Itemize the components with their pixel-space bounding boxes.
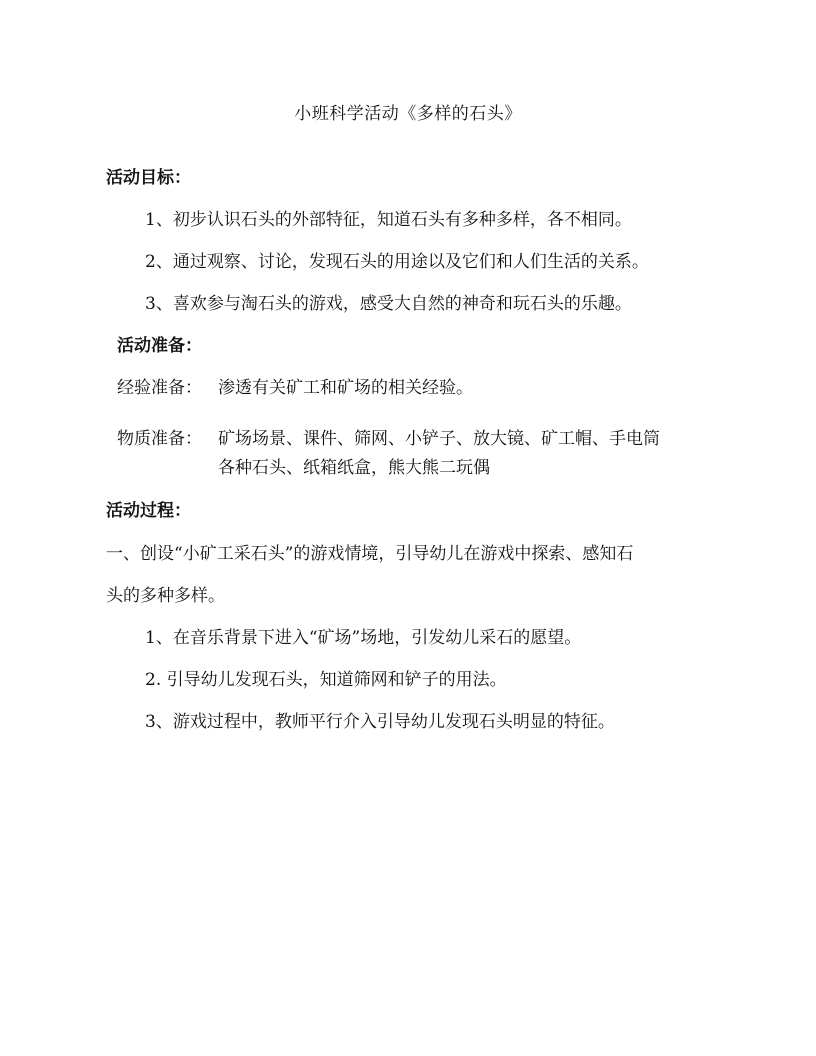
- process-item: 1、在音乐背景下进入“矿场”场地，引发幼儿采石的愿望。: [145, 628, 582, 648]
- experience-text: 渗透有关矿工和矿场的相关经验。: [218, 378, 473, 398]
- experience-label: 经验准备：: [117, 378, 202, 398]
- goal-item: 2、通过观察、讨论，发现石头的用途以及它们和人们生活的关系。: [145, 252, 649, 272]
- document-title: 小班科学活动《多样的石头》: [294, 104, 522, 124]
- goals-heading: 活动目标：: [106, 168, 191, 188]
- process-section-line: 头的多种多样。: [106, 586, 225, 606]
- material-text-line: 矿场场景、课件、筛网、小铲子、放大镜、矿工帽、手电筒: [218, 429, 660, 449]
- material-text-line: 各种石头、纸箱纸盒，熊大熊二玩偶: [218, 458, 490, 478]
- goal-item: 1、初步认识石头的外部特征，知道石头有多种多样，各不相同。: [145, 210, 632, 230]
- preparation-heading: 活动准备：: [117, 336, 202, 356]
- process-item: 2. 引导幼儿发现石头，知道筛网和铲子的用法。: [145, 670, 507, 690]
- process-heading: 活动过程：: [106, 501, 191, 521]
- process-item: 3、游戏过程中，教师平行介入引导幼儿发现石头明显的特征。: [145, 712, 615, 732]
- goal-item: 3、喜欢参与淘石头的游戏，感受大自然的神奇和玩石头的乐趣。: [145, 294, 632, 314]
- material-label: 物质准备：: [117, 429, 202, 449]
- process-section-line: 一、创设“小矿工采石头”的游戏情境，引导幼儿在游戏中探索、感知石: [106, 544, 634, 564]
